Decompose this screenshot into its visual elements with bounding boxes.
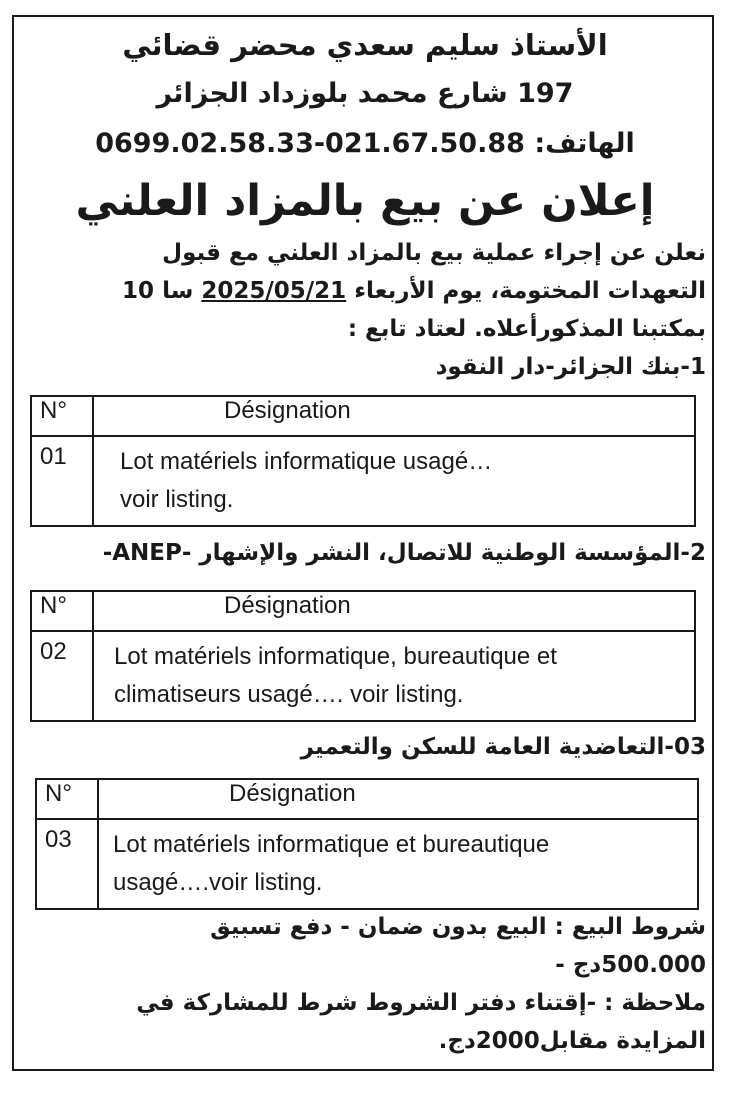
- intro-line-1: نعلن عن إجراء عملية بيع بالمزاد العلني مع قبول: [162, 240, 706, 266]
- lot-2-col-no: N°: [31, 591, 93, 631]
- lot-2-desc-line-1: Lot matériels informatique, bureautique et: [114, 643, 557, 670]
- sale-time: سا 10: [122, 278, 194, 304]
- lot-1-table: [30, 395, 696, 527]
- lot-2-desc-line-2: climatiseurs usagé…. voir listing.: [114, 681, 464, 708]
- phone-line: [20, 128, 710, 159]
- lot-1-col-no: N°: [31, 396, 93, 436]
- lot-3-section-title: 03-التعاضدية العامة للسكن والتعمير: [300, 734, 706, 760]
- lot-1-desc-line-2: voir listing.: [120, 486, 234, 513]
- sale-conditions-line-2: 500.000دج -: [555, 952, 706, 978]
- lot-2-section-title: 2-المؤسسة الوطنية للاتصال، النشر والإشهار -ANEP-: [102, 540, 706, 566]
- lot-2-col-designation: Désignation: [93, 591, 695, 631]
- lot-2-description: [93, 631, 695, 721]
- intro-line-2-text: التعهدات المختومة، يوم الأربعاء: [354, 278, 706, 304]
- note-line-1: ملاحظة : -إقتناء دفتر الشروط شرط للمشاركة في: [136, 990, 706, 1016]
- lot-3-col-designation: Désignation: [98, 779, 698, 819]
- lot-1-section-title: 1-بنك الجزائر-دار النقود: [435, 354, 706, 380]
- lot-1-description: [93, 436, 695, 526]
- phone-numbers: 0699.02.58.33-021.67.50.88: [95, 128, 525, 159]
- sale-conditions-line-1: شروط البيع : البيع بدون ضمان - دفع تسبيق: [210, 914, 706, 940]
- lot-3-number: 03: [36, 819, 98, 909]
- lot-3-description: [98, 819, 698, 909]
- lot-1-col-designation: Désignation: [93, 396, 695, 436]
- bailiff-address: 197 شارع محمد بلوزداد الجزائر: [156, 78, 574, 109]
- lot-1-number: 01: [31, 436, 93, 526]
- intro-line-3: بمكتبنا المذكورأعلاه. لعتاد تابع :: [347, 316, 706, 342]
- phone-label: الهاتف:: [534, 128, 635, 159]
- bailiff-name: الأستاذ سليم سعدي محضر قضائي: [122, 28, 608, 62]
- lot-2-number: 02: [31, 631, 93, 721]
- lot-1-desc-line-1: Lot matériels informatique usagé…: [120, 448, 493, 475]
- lot-3-desc-line-2: usagé….voir listing.: [113, 869, 323, 896]
- lot-3-table: [35, 778, 699, 910]
- sale-date: 2025/05/21: [201, 278, 347, 304]
- lot-3-desc-line-1: Lot matériels informatique et bureautique: [113, 831, 550, 858]
- note-line-2: المزايدة مقابل2000دج.: [438, 1028, 706, 1054]
- intro-line-2: [122, 278, 706, 304]
- lot-3-col-no: N°: [36, 779, 98, 819]
- notice-title: إعلان عن بيع بالمزاد العلني: [75, 176, 655, 226]
- lot-2-table: [30, 590, 696, 722]
